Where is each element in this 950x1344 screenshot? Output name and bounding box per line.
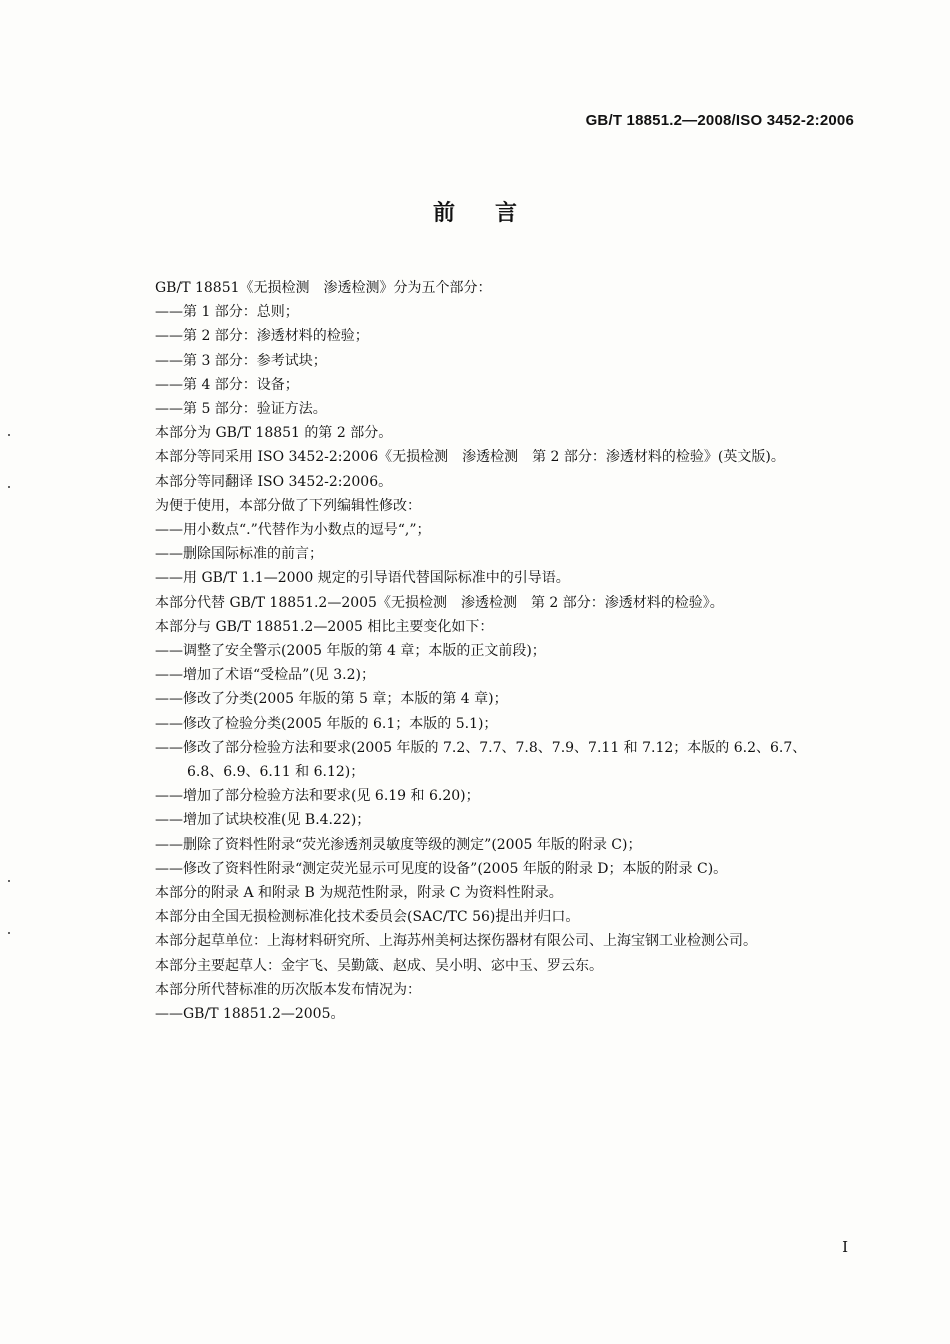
list-item: ——用小数点“.”代替作为小数点的逗号“,”； <box>155 522 431 539</box>
page-title: 前言 <box>432 200 557 226</box>
paragraph: 本部分由全国无损检测标准化技术委员会(SAC/TC 56)提出并归口。 <box>155 909 580 926</box>
scan-speck <box>8 434 10 436</box>
list-item: ——修改了检验分类(2005 年版的 6.1；本版的 5.1)； <box>155 715 498 732</box>
page-number: I <box>842 1238 848 1256</box>
paragraph: 本部分等同采用 ISO 3452-2:2006《无损检测 渗透检测 第 2 部分：渗透材料的检验》(英文版)。 <box>155 449 785 466</box>
list-item: ——增加了试块校准(见 B.4.22)； <box>155 812 371 829</box>
list-item: ——增加了部分检验方法和要求(见 6.19 和 6.20)； <box>155 788 480 805</box>
paragraph: 本部分起草单位：上海材料研究所、上海苏州美柯达探伤器材有限公司、上海宝钢工业检测公司。 <box>155 933 757 950</box>
paragraph: 本部分主要起草人：金宇飞、吴勤箴、赵成、吴小明、宓中玉、罗云东。 <box>155 957 603 974</box>
scan-speck <box>8 880 10 882</box>
scan-speck <box>8 486 10 488</box>
list-item: ——删除了资料性附录“荧光渗透剂灵敏度等级的测定”(2005 年版的附录 C)； <box>155 836 642 853</box>
paragraph: 本部分代替 GB/T 18851.2—2005《无损检测 渗透检测 第 2 部分：渗透材料的检验》。 <box>155 594 724 611</box>
paragraph: 本部分等同翻译 ISO 3452-2:2006。 <box>155 473 393 490</box>
list-item: ——调整了安全警示(2005 年版的第 4 章；本版的正文前段)； <box>155 643 546 660</box>
list-item: ——第 5 部分：验证方法。 <box>155 401 327 418</box>
list-item: ——修改了分类(2005 年版的第 5 章；本版的第 4 章)； <box>155 691 508 708</box>
list-item: ——增加了术语“受检品”(见 3.2)； <box>155 667 375 684</box>
list-item: ——第 4 部分：设备； <box>155 376 299 393</box>
list-item: ——GB/T 18851.2—2005。 <box>155 1006 345 1023</box>
paragraph: 本部分的附录 A 和附录 B 为规范性附录，附录 C 为资料性附录。 <box>155 885 563 902</box>
list-item: ——第 1 部分：总则； <box>155 304 299 321</box>
foreword-body <box>155 276 875 1026</box>
scan-speck <box>8 932 10 934</box>
list-item: ——第 2 部分：渗透材料的检验； <box>155 328 369 345</box>
list-item: ——修改了资料性附录“测定荧光显示可见度的设备”(2005 年版的附录 D；本版的附录 C)。 <box>155 860 728 877</box>
paragraph: GB/T 18851《无损检测 渗透检测》分为五个部分： <box>155 280 492 296</box>
list-item: ——修改了部分检验方法和要求(2005 年版的 7.2、7.7、7.8、7.9、7.11 和 7.12；本版的 6.2、6.7、 <box>155 739 807 756</box>
paragraph: 本部分所代替标准的历次版本发布情况为： <box>155 981 421 998</box>
standard-code-header: GB/T 18851.2—2008/ISO 3452-2:2006 <box>585 112 854 129</box>
list-item-continuation: 6.8、6.9、6.11 和 6.12)； <box>187 764 365 781</box>
paragraph: 本部分与 GB/T 18851.2—2005 相比主要变化如下： <box>155 618 494 635</box>
list-item: ——删除国际标准的前言； <box>155 546 323 563</box>
list-item: ——用 GB/T 1.1—2000 规定的引导语代替国际标准中的引导语。 <box>155 570 570 587</box>
paragraph: 本部分为 GB/T 18851 的第 2 部分。 <box>155 425 393 442</box>
list-item: ——第 3 部分：参考试块； <box>155 352 327 369</box>
paragraph: 为便于使用，本部分做了下列编辑性修改： <box>155 497 421 514</box>
